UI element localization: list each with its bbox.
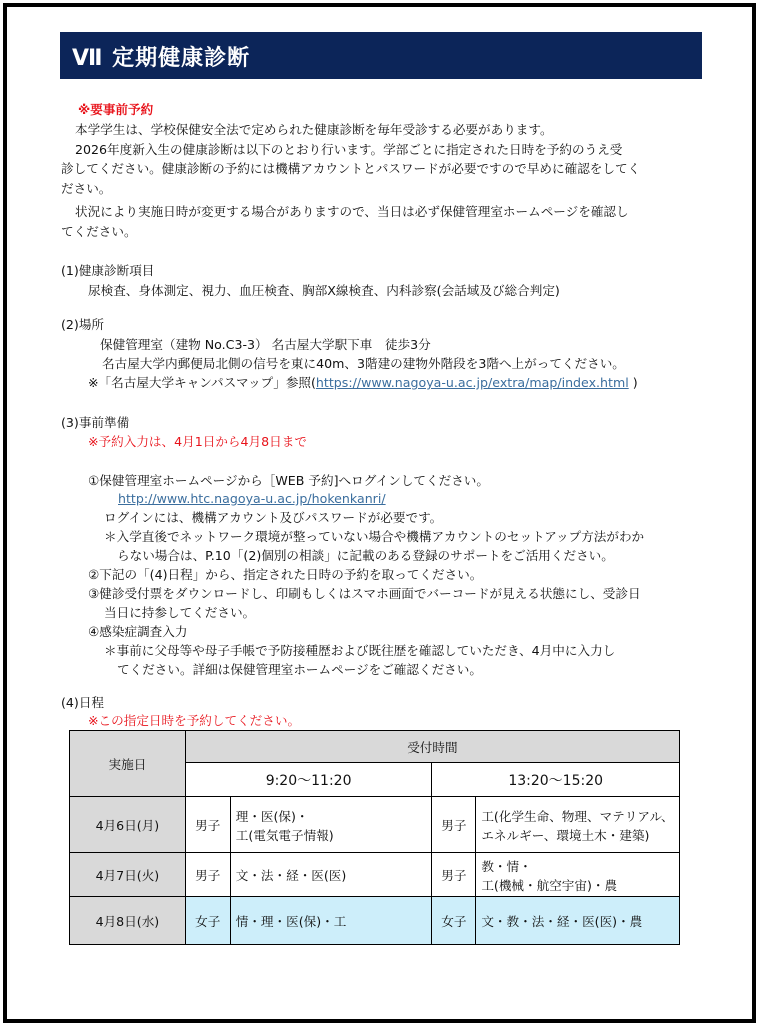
faculty-cell: 情・理・医(保)・工 [230, 897, 432, 945]
faculty-cell: 工(化学生命、物理、マテリアル、エネルギー、環境土木・建築) [476, 797, 680, 853]
intro-p1: 本学学生は、学校保健安全法で定められた健康診断を毎年受診する必要があります。 [75, 122, 553, 137]
intro-p3: てください。 [61, 224, 137, 239]
date-cell: 4月7日(火) [70, 853, 186, 897]
intro-p2: 診してください。健康診断の予約には機構アカウントとパスワードが必要ですので早めに確認をしてく [61, 161, 641, 176]
campus-map-link[interactable]: https://www.nagoya-u.ac.jp/extra/map/index.html [315, 375, 629, 390]
step-1-star: らない場合は、P.10「(2)個別の相談」に記載のある登録のサポートをご活用ください。 [117, 548, 614, 563]
map-reference [88, 374, 638, 392]
section-1-heading: (1)健康診断項目 [61, 263, 155, 278]
header-pm: 13:20～15:20 [432, 763, 680, 797]
sex-cell: 男子 [432, 853, 476, 897]
step-2: ②下記の「(4)日程」から、指定された日時の予約を取ってください。 [88, 567, 483, 582]
header-am: 9:20～11:20 [185, 763, 432, 797]
date-cell: 4月6日(月) [70, 797, 186, 853]
step-4-note: てください。詳細は保健管理室ホームページをご確認ください。 [117, 662, 482, 677]
reservation-notice: ※要事前予約 [78, 102, 154, 117]
faculty-cell: 文・法・経・医(医) [230, 853, 432, 897]
schedule-notice: ※この指定日時を予約してください。 [88, 713, 301, 728]
location-line: 保健管理室（建物 No.C3-3） 名古屋大学駅下車 徒歩3分 [100, 337, 431, 352]
faculty-cell: 理・医(保)・ 工(電気電子情報) [230, 797, 432, 853]
step-1-star: ＊入学直後でネットワーク環境が整っていない場合や機構アカウントのセットアップ方法がわか [104, 529, 645, 544]
table-row [70, 897, 680, 945]
step-4-note: ＊事前に父母等や母子手帳で予防接種歴および既往歴を確認していただき、4月中に入力し [104, 643, 616, 658]
sex-cell: 男子 [432, 797, 476, 853]
table-row [70, 853, 680, 897]
intro-p2: ださい。 [61, 181, 112, 196]
step-1-note: ログインには、機構アカウント及びパスワードが必要です。 [104, 510, 443, 525]
step-4: ④感染症調査入力 [88, 624, 188, 639]
sex-cell: 男子 [185, 797, 230, 853]
sex-cell: 男子 [185, 853, 230, 897]
section-3-heading: (3)事前準備 [61, 415, 130, 430]
booking-period-notice: ※予約入力は、4月1日から4月8日まで [88, 434, 307, 449]
directions-line: 名古屋大学内郵便局北側の信号を東に40m、3階建の建物外階段を3階へ上がってください。 [102, 356, 625, 371]
section-1-body: 尿検査、身体測定、視力、血圧検査、胸部X線検査、内科診察(会話域及び総合判定) [88, 283, 560, 298]
date-cell: 4月8日(水) [70, 897, 186, 945]
step-3: 当日に持参してください。 [104, 605, 256, 620]
hokenkanri-link[interactable]: http://www.htc.nagoya-u.ac.jp/hokenkanri/ [118, 491, 386, 506]
section-4-heading: (4)日程 [61, 695, 105, 710]
intro-p3: 状況により実施日時が変更する場合がありますので、当日は必ず保健管理室ホームページを確認し [75, 204, 629, 219]
step-3: ③健診受付票をダウンロードし、印刷もしくはスマホ画面でバーコードが見える状態にし、受診日 [88, 586, 641, 601]
map-ref-text: ※「名古屋大学キャンパスマップ」参照( [88, 375, 316, 390]
map-ref-close: ) [628, 375, 638, 390]
sex-cell: 女子 [432, 897, 476, 945]
schedule-table [69, 730, 680, 945]
step-1: ①保健管理室ホームページから［WEB 予約]へログインしてください。 [88, 473, 489, 488]
section-2-heading: (2)場所 [61, 317, 105, 332]
faculty-cell: 教・情・ 工(機械・航空宇宙)・農 [476, 853, 680, 897]
header-date: 実施日 [70, 731, 186, 797]
sex-cell: 女子 [185, 897, 230, 945]
intro-p2: 2026年度新入生の健康診断は以下のとおり行います。学部ごとに指定された日時を予約のうえ受 [75, 142, 623, 157]
section-title: Ⅶ 定期健康診断 [60, 32, 702, 79]
faculty-cell: 文・教・法・経・医(医)・農 [476, 897, 680, 945]
header-time: 受付時間 [185, 731, 679, 763]
table-row [70, 797, 680, 853]
